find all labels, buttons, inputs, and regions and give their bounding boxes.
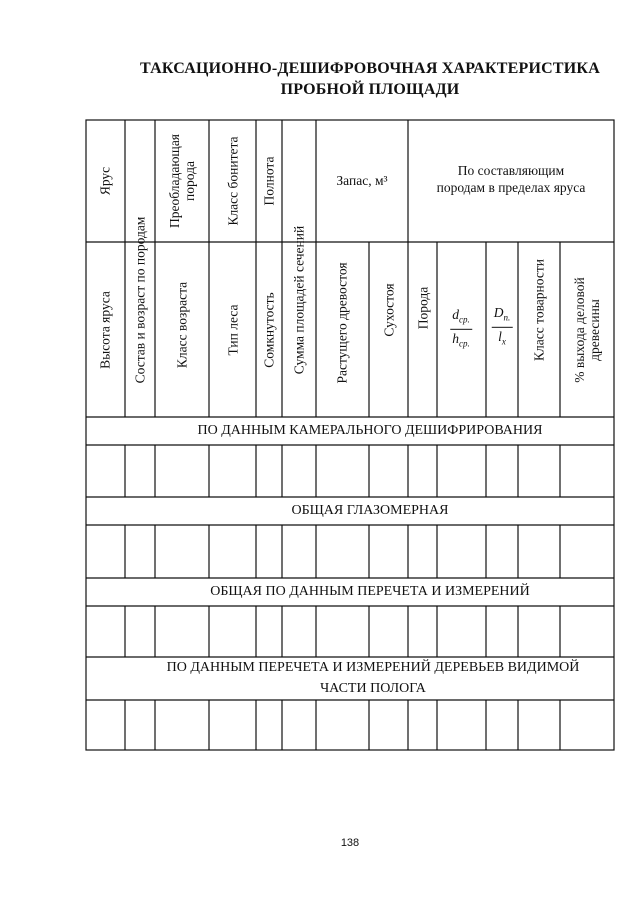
frac-h-symbol: h [452, 330, 459, 346]
frac-D-numerator [492, 305, 513, 327]
header-klass-boniteta: Класс бонитета [225, 136, 241, 226]
header-polnota: Полнота [261, 156, 277, 206]
header-sostav-i-vozrast: Состав и возраст по породам [132, 216, 148, 384]
frac-l-denominator [492, 328, 513, 350]
header-tip-lesa: Тип леса [225, 304, 241, 356]
header-summa-ploshchadey: Сумма площадей сечений [291, 225, 307, 375]
header-po-sostavlyayushchim-line2: породам в пределах яруса [436, 180, 586, 195]
header-preobladayushchaya-poroda [167, 134, 197, 228]
section-vidimoy-line1: ПО ДАННЫМ ПЕРЕЧЕТА И ИЗМЕРЕНИЙ ДЕРЕВЬЕВ ВИДИМОЙ [166, 660, 580, 675]
header-po-sostavlyayushchim [408, 162, 614, 196]
frac-d-numerator [450, 307, 472, 329]
header-vysota-yarusa: Высота яруса [97, 291, 113, 369]
header-preobladayushchaya-line2: порода [182, 161, 197, 201]
frac-d-symbol: d [452, 306, 459, 322]
header-vykhod-line1: % выхода деловой [572, 277, 587, 383]
header-zapas: Запас, м³ [336, 173, 388, 188]
frac-d-subscript: ср. [459, 314, 470, 325]
header-rastushchego-drevostoya: Растущего древостоя [334, 262, 350, 384]
page-number: 138 [340, 837, 360, 849]
header-fraction-D-l [492, 305, 513, 349]
header-yarus: Ярус [97, 166, 113, 196]
section-vidimoy-line2: ЧАСТИ ПОЛОГА [320, 681, 426, 696]
header-klass-tovarnosti: Класс товарности [531, 259, 547, 361]
title-line-2: ПРОБНОЙ ПЛОЩАДИ [280, 81, 460, 98]
frac-D-subscript: п. [503, 312, 511, 323]
frac-h-subscript: ср. [459, 338, 470, 349]
header-vykhod-line2: древесины [587, 299, 602, 361]
header-po-sostavlyayushchim-line1: По составляющим [457, 163, 565, 178]
header-fraction-d-h [450, 307, 472, 351]
title-line-1: ТАКСАЦИОННО-ДЕШИФРОВОЧНАЯ ХАРАКТЕРИСТИКА [140, 60, 600, 77]
section-kameralnoe: ПО ДАННЫМ КАМЕРАЛЬНОГО ДЕШИФРИРОВАНИЯ [197, 423, 543, 438]
header-somknutost: Сомкнутость [261, 292, 277, 368]
section-perechet: ОБЩАЯ ПО ДАННЫМ ПЕРЕЧЕТА И ИЗМЕРЕНИЙ [210, 584, 530, 599]
header-klass-vozrasta: Класс возраста [174, 281, 190, 369]
section-glazomernaya: ОБЩАЯ ГЛАЗОМЕРНАЯ [291, 503, 449, 518]
header-sukhostoya: Сухостоя [381, 283, 397, 337]
frac-D-symbol: D [493, 304, 504, 320]
frac-h-denominator [450, 330, 472, 352]
frac-l-subscript: x [501, 336, 506, 347]
header-vykhod-delovoy [572, 277, 602, 383]
section-vidimoy-chasti [86, 657, 640, 699]
header-poroda: Порода [415, 286, 431, 330]
frac-l-symbol: l [498, 328, 502, 344]
header-preobladayushchaya-line1: Преобладающая [167, 133, 182, 229]
